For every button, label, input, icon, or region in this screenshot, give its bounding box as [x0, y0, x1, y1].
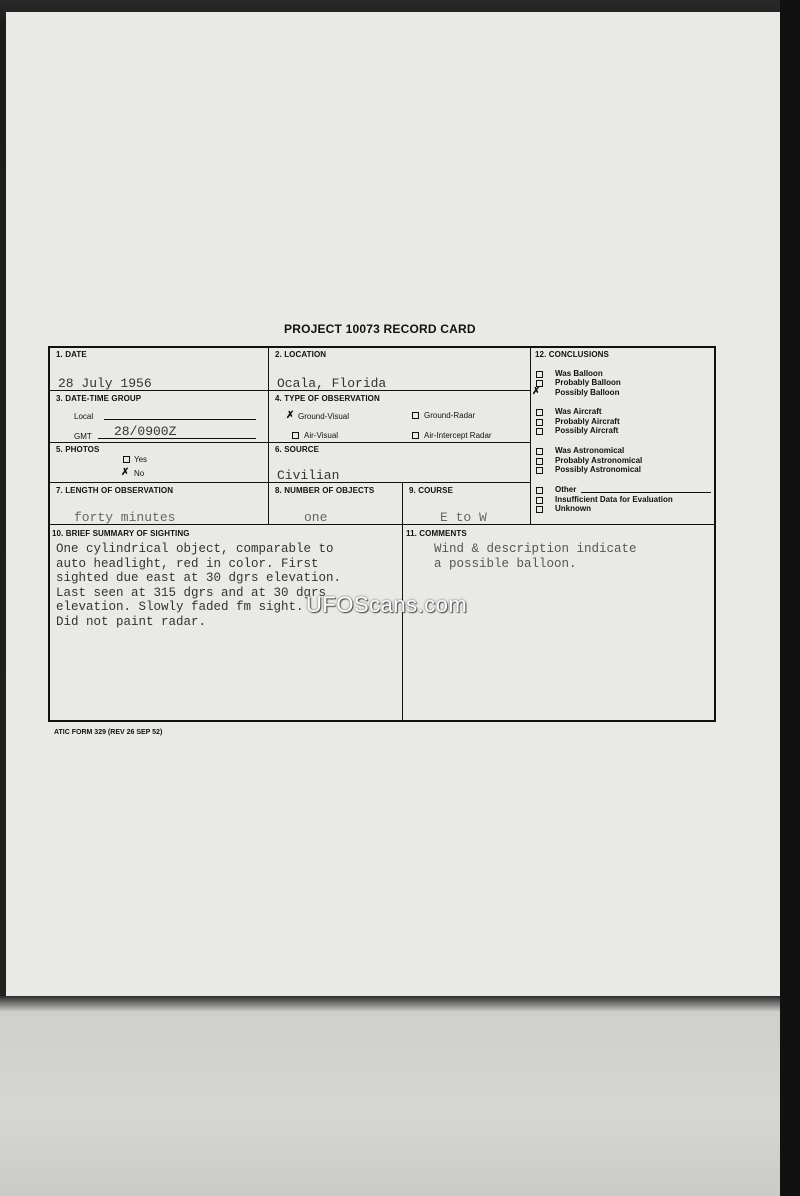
was-aircraft-checkbox[interactable] — [536, 409, 543, 416]
summary-line: auto headlight, red in color. First — [56, 556, 319, 571]
was-balloon-checkbox[interactable] — [536, 371, 543, 378]
summary-line: One cylindrical object, comparable to — [56, 542, 334, 556]
summary-line: Last seen at 315 dgrs and at 30 dgrs — [56, 585, 327, 600]
obs-option-ground-visual: Ground-Visual — [298, 412, 349, 421]
summary-line: elevation. Slowly faded fm sight. — [56, 600, 304, 615]
air-intercept-radar-checkbox[interactable] — [412, 432, 419, 439]
conclusion-was-aircraft: Was Aircraft — [555, 407, 602, 416]
photos-label: 5. PHOTOS — [56, 445, 100, 454]
conclusion-probably-astronomical: Probably Astronomical — [555, 456, 643, 465]
other-checkbox[interactable] — [536, 487, 543, 494]
conclusion-was-astronomical: Was Astronomical — [555, 446, 625, 455]
conclusion-probably-balloon: Probably Balloon — [555, 378, 621, 387]
possibly-aircraft-checkbox[interactable] — [536, 428, 543, 435]
photos-no-label: No — [134, 469, 145, 478]
photos-yes-label: Yes — [134, 455, 148, 464]
datetime-label: 3. DATE-TIME GROUP — [56, 394, 142, 403]
course-label: 9. COURSE — [409, 486, 454, 495]
gmt-label: GMT — [74, 432, 92, 441]
possibly-astronomical-checkbox[interactable] — [536, 467, 543, 474]
comments-line: a possible balloon. — [434, 556, 577, 571]
local-line — [104, 419, 256, 420]
other-line — [581, 492, 711, 493]
summary-line: sighted due east at 30 dgrs elevation. — [56, 571, 342, 586]
summary-label: 10. BRIEF SUMMARY OF SIGHTING — [52, 529, 190, 538]
conclusion-possibly-astronomical: Possibly Astronomical — [555, 465, 641, 474]
was-astronomical-checkbox[interactable] — [536, 448, 543, 455]
card-title: PROJECT 10073 RECORD CARD — [284, 322, 476, 336]
scan-edge-shadow — [780, 0, 800, 1196]
local-label: Local — [74, 412, 94, 421]
location-label: 2. LOCATION — [275, 350, 327, 359]
possibly-balloon-checkmark: ✗ — [532, 386, 541, 397]
date-label: 1. DATE — [56, 350, 87, 359]
obs-option-air-intercept-radar: Air-Intercept Radar — [424, 431, 492, 440]
comments-label: 11. COMMENTS — [406, 529, 467, 538]
comments-text — [434, 542, 714, 571]
air-visual-checkbox[interactable] — [292, 432, 299, 439]
obs-option-air-visual: Air-Visual — [304, 431, 339, 440]
divider-v-course — [402, 482, 403, 524]
gmt-value: 28/0900Z — [114, 424, 177, 439]
conclusion-insufficient-data: Insufficient Data for Evaluation — [555, 495, 673, 504]
num-objects-label: 8. NUMBER OF OBJECTS — [275, 486, 375, 495]
length-label: 7. LENGTH OF OBSERVATION — [56, 486, 174, 495]
ground-visual-checkmark: ✗ — [286, 410, 295, 421]
probably-aircraft-checkbox[interactable] — [536, 419, 543, 426]
source-label: 6. SOURCE — [275, 445, 320, 454]
paper-lower-strip — [0, 996, 800, 1196]
source-value: Civilian — [277, 468, 340, 483]
divider-v-col2 — [530, 348, 531, 524]
length-value: forty minutes — [74, 510, 176, 525]
photos-yes-checkbox[interactable] — [123, 456, 130, 463]
divider-v-col1 — [268, 348, 269, 524]
conclusion-possibly-balloon: Possibly Balloon — [555, 388, 620, 397]
observation-type-label: 4. TYPE OF OBSERVATION — [275, 394, 380, 403]
obs-option-ground-radar: Ground-Radar — [424, 411, 476, 420]
conclusion-possibly-aircraft: Possibly Aircraft — [555, 426, 619, 435]
divider-h-row2 — [50, 442, 530, 443]
photos-no-checkmark: ✗ — [121, 467, 130, 478]
form-id: ATIC FORM 329 (REV 26 SEP 52) — [54, 729, 163, 736]
comments-line: Wind & description indicate — [434, 542, 637, 556]
conclusion-was-balloon: Was Balloon — [555, 369, 603, 378]
conclusions-label: 12. CONCLUSIONS — [535, 350, 609, 359]
conclusion-unknown: Unknown — [555, 504, 591, 513]
watermark: UFOScans.com — [306, 592, 468, 617]
unknown-checkbox[interactable] — [536, 506, 543, 513]
course-value: E to W — [440, 510, 487, 525]
num-objects-value: one — [304, 510, 328, 525]
date-value: 28 July 1956 — [58, 376, 152, 391]
conclusion-other: Other — [555, 485, 577, 494]
insufficient-data-checkbox[interactable] — [536, 497, 543, 504]
location-value: Ocala, Florida — [277, 376, 387, 391]
conclusion-probably-aircraft: Probably Aircraft — [555, 417, 620, 426]
summary-line: Did not paint radar. — [56, 614, 207, 629]
probably-astronomical-checkbox[interactable] — [536, 458, 543, 465]
ground-radar-checkbox[interactable] — [412, 412, 419, 419]
